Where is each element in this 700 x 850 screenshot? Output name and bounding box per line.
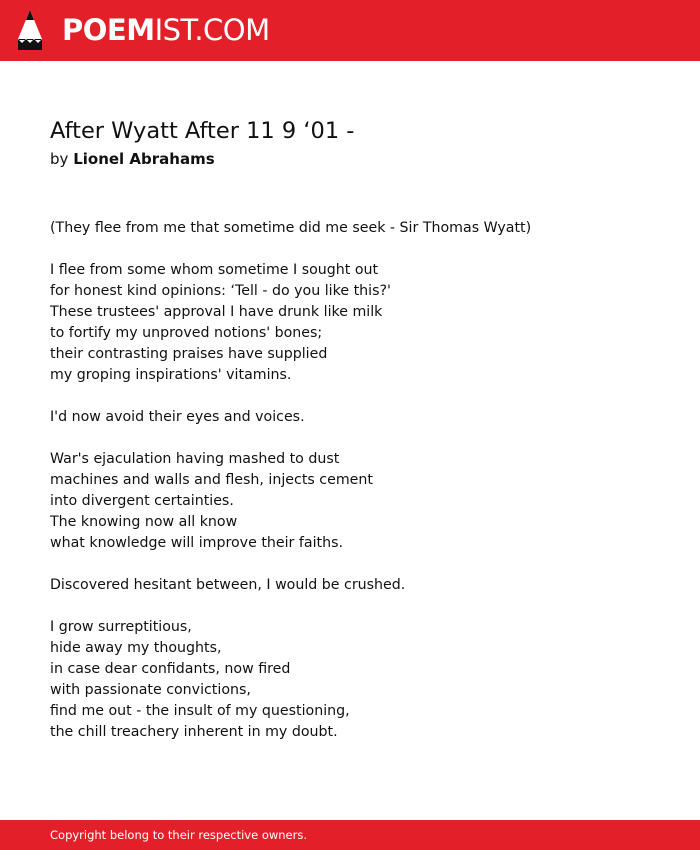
site-header: [0, 0, 700, 61]
poem-body: [50, 218, 670, 743]
site-footer: [0, 820, 700, 850]
poem-line: my groping inspirations' vitamins.: [50, 367, 292, 383]
poem-title: After Wyatt After 11 9 ‘01 -: [50, 118, 355, 144]
poem-line: for honest kind opinions: ‘Tell - do you like this?': [50, 283, 391, 299]
pencil-tip-icon: [17, 9, 43, 51]
poem-line: I'd now avoid their eyes and voices.: [50, 409, 305, 425]
poem-line: machines and walls and flesh, injects cement: [50, 472, 373, 488]
copyright-text: Copyright belong to their respective owners.: [50, 828, 308, 842]
poem-line: War's ejaculation having mashed to dust: [50, 451, 340, 467]
stanza-break: [50, 386, 670, 407]
poem-line: what knowledge will improve their faiths.: [50, 535, 343, 551]
stanza-break: [50, 596, 670, 617]
site-logo-link[interactable]: [62, 12, 270, 48]
poem-byline: [50, 148, 215, 170]
stanza-break: [50, 239, 670, 260]
poem-line: The knowing now all know: [50, 514, 238, 530]
poem-line: I flee from some whom sometime I sought out: [50, 262, 379, 278]
poem-line: Discovered hesitant between, I would be crushed.: [50, 577, 406, 593]
poem-line: in case dear confidants, now fired: [50, 661, 291, 677]
poem-line: These trustees' approval I have drunk like milk: [50, 304, 383, 320]
poem-line: find me out - the insult of my questioning,: [50, 703, 350, 719]
poem-line: the chill treachery inherent in my doubt.: [50, 724, 338, 740]
poem-line: to fortify my unproved notions' bones;: [50, 325, 323, 341]
stanza-break: [50, 428, 670, 449]
author-link[interactable]: Lionel Abrahams: [73, 150, 215, 168]
logo-text-bold: POEM: [62, 13, 155, 47]
poem-line: (They flee from me that sometime did me seek - Sir Thomas Wyatt): [50, 220, 532, 236]
logo-text-light: IST.COM: [154, 13, 270, 47]
poem-line: into divergent certainties.: [50, 493, 234, 509]
poem-line: hide away my thoughts,: [50, 640, 222, 656]
poem-line: with passionate convictions,: [50, 682, 251, 698]
stanza-break: [50, 554, 670, 575]
by-label: by: [50, 150, 69, 168]
poem-line: I grow surreptitious,: [50, 619, 192, 635]
poem-line: their contrasting praises have supplied: [50, 346, 328, 362]
